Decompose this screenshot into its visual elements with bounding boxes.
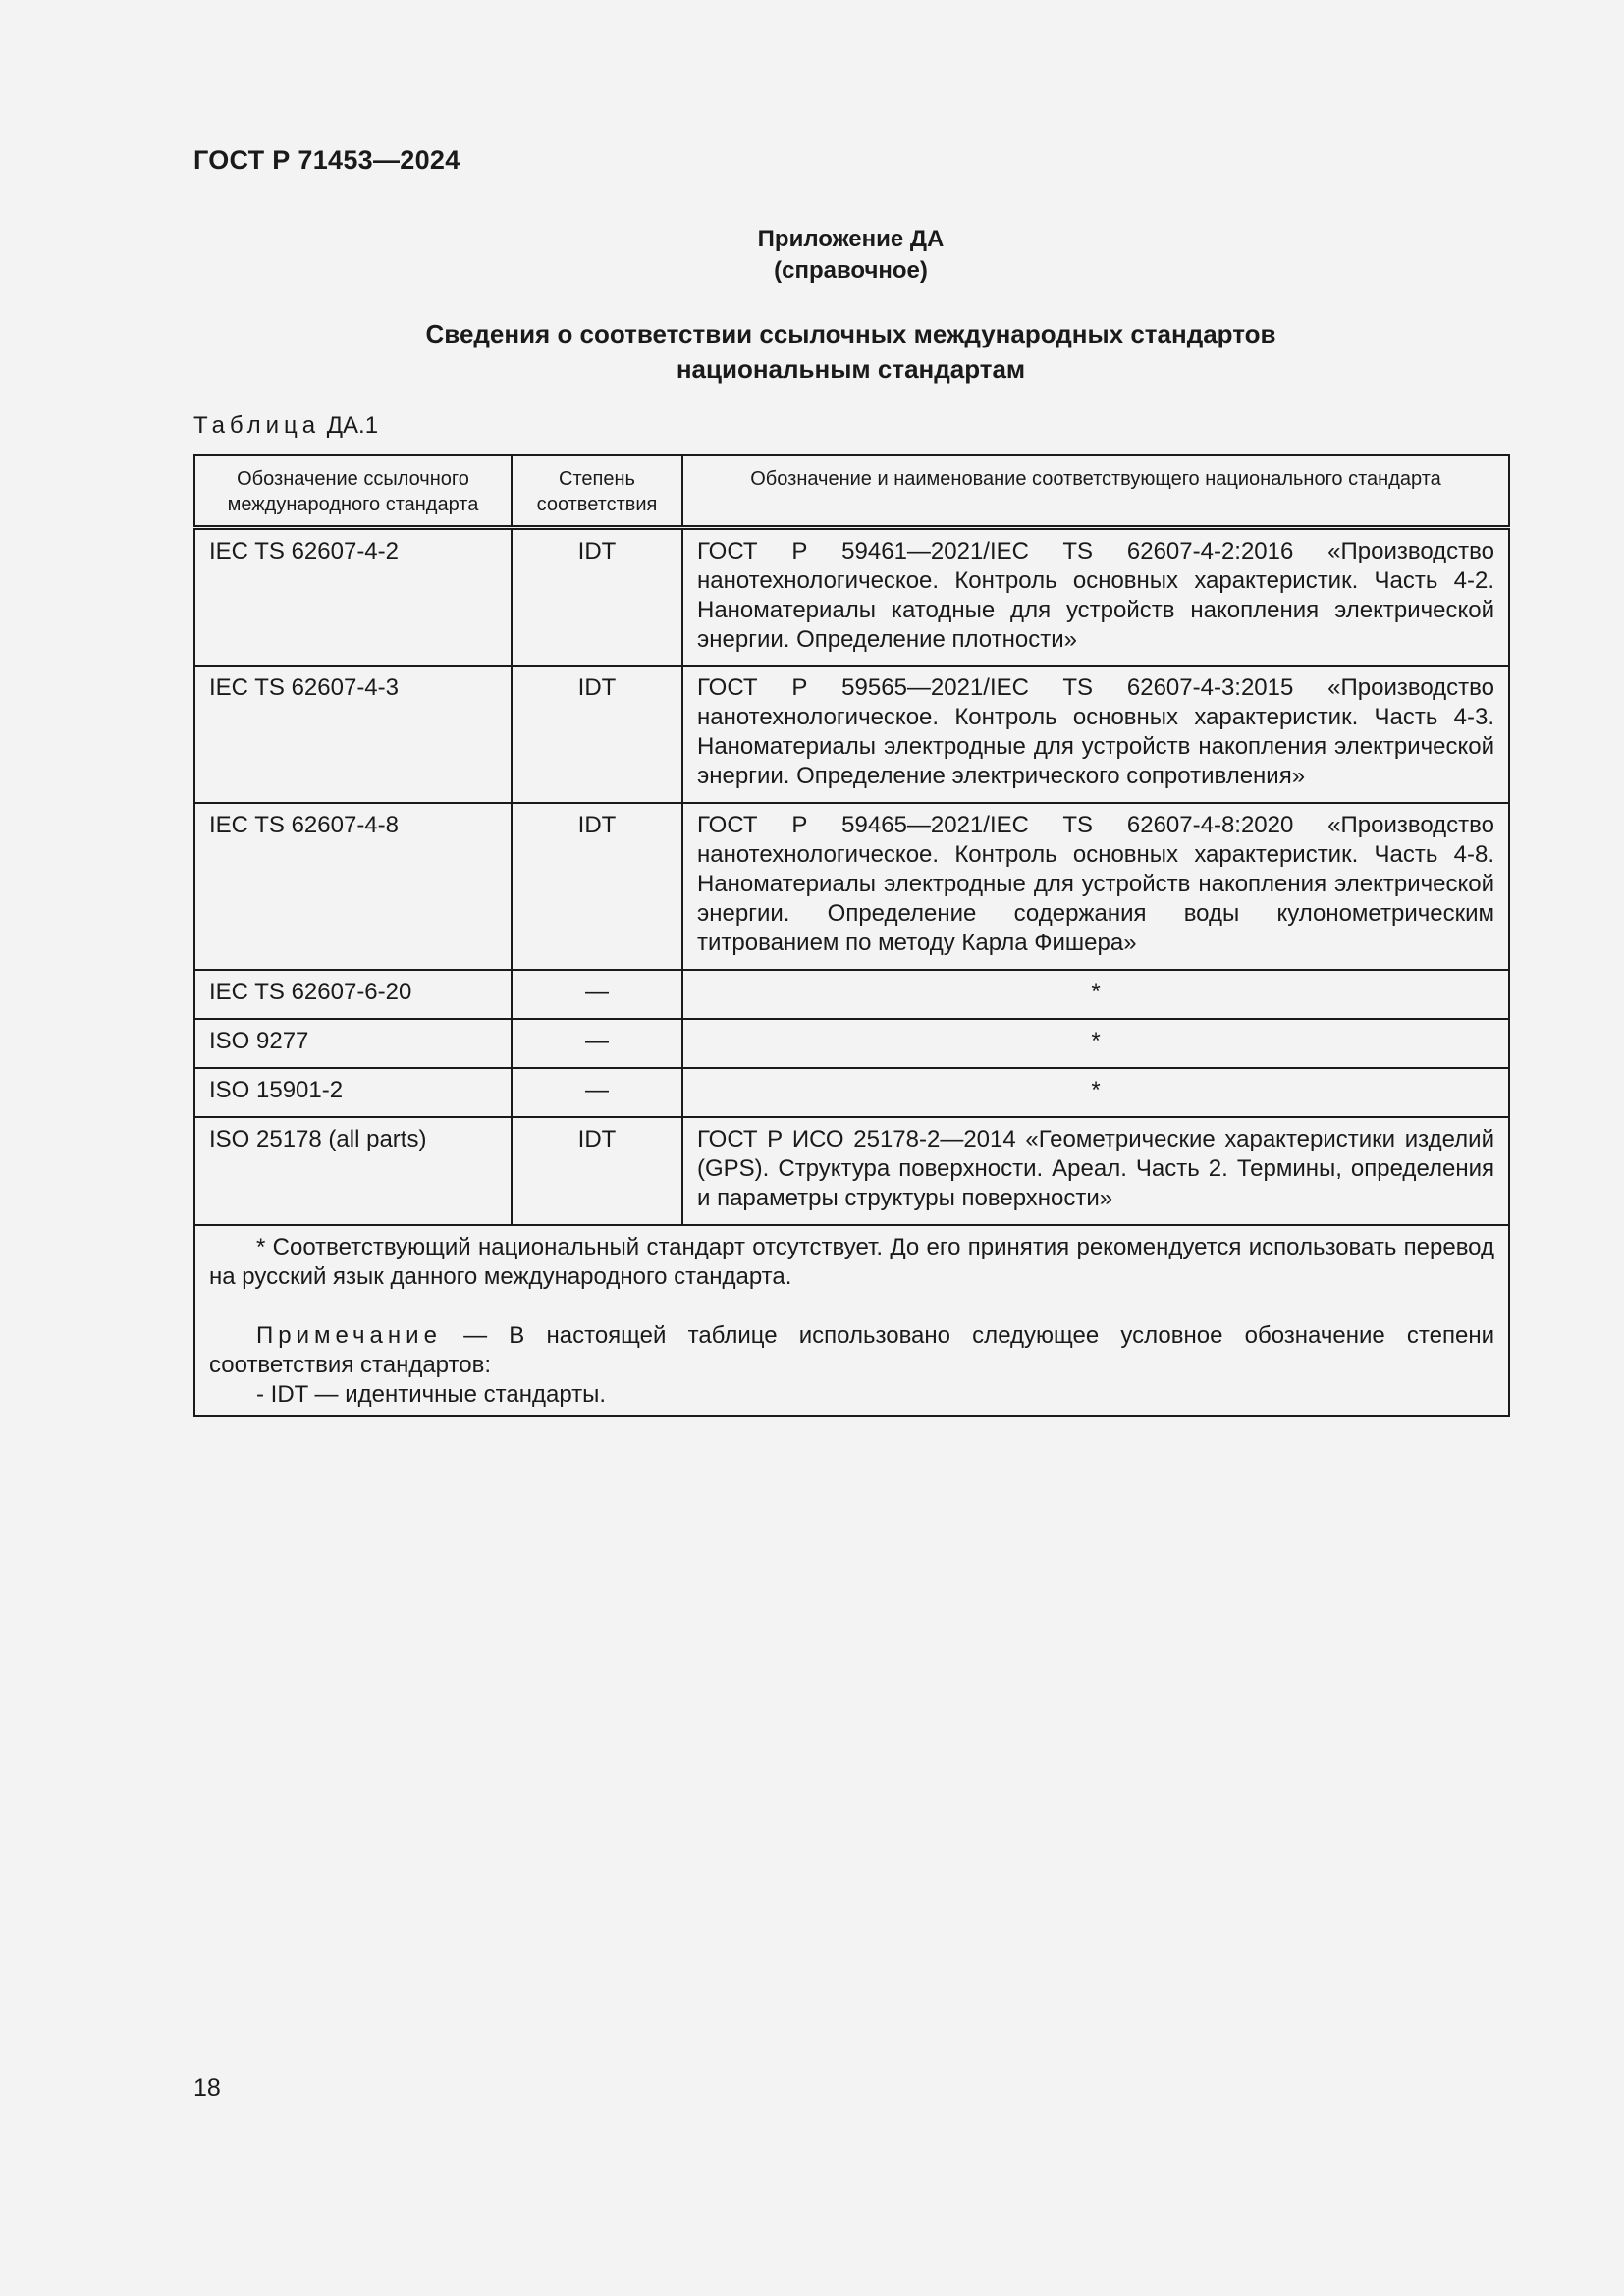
table-row <box>194 1117 1509 1225</box>
cell-national-standard: ГОСТ Р ИСО 25178-2—2014 «Геометрические характеристики изделий (GPS). Структура поверхности. Ареал. Часть 2. Термины, определения и параметры структуры поверхности» <box>682 1117 1509 1225</box>
cell-national-standard: * <box>682 1019 1509 1068</box>
annex-type: (справочное) <box>774 257 928 284</box>
table-row <box>194 528 1509 666</box>
cell-degree: IDT <box>512 1117 682 1225</box>
table-caption-label: Таблица <box>193 412 321 439</box>
table-row <box>194 803 1509 970</box>
annex-heading <box>193 224 1508 287</box>
table-row <box>194 1068 1509 1117</box>
section-title-line-2: национальным стандартам <box>676 354 1026 384</box>
section-title <box>193 316 1508 387</box>
note-text: — В настоящей таблице использовано следующее условное обозначение степени соответствия стандартов: <box>209 1321 1494 1378</box>
table-caption <box>193 412 378 440</box>
cell-international-standard: ISO 25178 (all parts) <box>194 1117 512 1225</box>
column-header-degree: Степень соответствия <box>512 455 682 528</box>
cell-degree: — <box>512 1019 682 1068</box>
cell-international-standard: IEC TS 62607-4-2 <box>194 528 512 666</box>
column-header-national: Обозначение и наименование соответствующего национального стандарта <box>682 455 1509 528</box>
cell-degree: — <box>512 970 682 1019</box>
table-notes <box>194 1225 1509 1416</box>
table-caption-number: ДА.1 <box>326 412 379 439</box>
table-row <box>194 970 1509 1019</box>
cell-international-standard: IEC TS 62607-4-3 <box>194 666 512 803</box>
cell-degree: IDT <box>512 666 682 803</box>
table-row <box>194 1019 1509 1068</box>
cell-national-standard: * <box>682 1068 1509 1117</box>
cell-international-standard: IEC TS 62607-4-8 <box>194 803 512 970</box>
document-header: ГОСТ Р 71453—2024 <box>193 145 460 175</box>
cell-international-standard: ISO 15901-2 <box>194 1068 512 1117</box>
cell-national-standard: ГОСТ Р 59465—2021/IEC TS 62607-4-8:2020 «Производство нанотехнологическое. Контроль основных характеристик. Часть 4-8. Наноматериалы электродные для устройств накопления электрической энергии. Определение содержания воды кулонометрическим титрованием по методу Карла Фишера» <box>682 803 1509 970</box>
cell-national-standard: * <box>682 970 1509 1019</box>
note-label: Примечание <box>256 1321 442 1349</box>
cell-national-standard: ГОСТ Р 59461—2021/IEC TS 62607-4-2:2016 «Производство нанотехнологическое. Контроль основных характеристик. Часть 4-2. Наноматериалы катодные для устройств накопления электрической энергии. Определение плотности» <box>682 528 1509 666</box>
cell-international-standard: IEC TS 62607-6-20 <box>194 970 512 1019</box>
table-row <box>194 666 1509 803</box>
table-footnote: * Соответствующий национальный стандарт отсутствует. До его принятия рекомендуется использовать перевод на русский язык данного международного стандарта. <box>209 1233 1494 1290</box>
table-notes-row <box>194 1225 1509 1416</box>
section-title-line-1: Сведения о соответствии ссылочных международных стандартов <box>425 319 1276 348</box>
cell-degree: IDT <box>512 528 682 666</box>
page-number: 18 <box>193 2074 221 2102</box>
cell-degree: — <box>512 1068 682 1117</box>
cell-international-standard: ISO 9277 <box>194 1019 512 1068</box>
cell-degree: IDT <box>512 803 682 970</box>
table-header-row <box>194 455 1509 528</box>
cell-national-standard: ГОСТ Р 59565—2021/IEC TS 62607-4-3:2015 «Производство нанотехнологическое. Контроль основных характеристик. Часть 4-3. Наноматериалы электродные для устройств накопления электрической энергии. Определение электрического сопротивления» <box>682 666 1509 803</box>
note-list-item: - IDT — идентичные стандарты. <box>256 1380 607 1408</box>
table-note <box>209 1321 1494 1380</box>
correspondence-table <box>193 454 1510 1417</box>
annex-title: Приложение ДА <box>757 226 945 252</box>
column-header-international: Обозначение ссылочного международного стандарта <box>194 455 512 528</box>
